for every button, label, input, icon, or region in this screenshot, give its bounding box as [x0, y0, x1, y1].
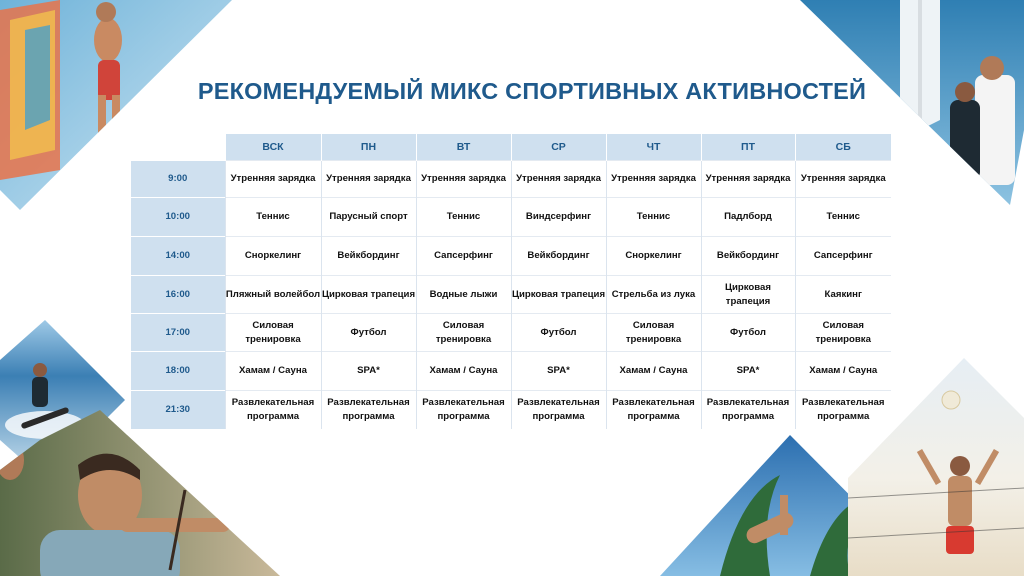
activity-cell: Цирковая трапеция: [321, 276, 416, 314]
table-row: [131, 314, 891, 352]
activity-cell: Хамам / Сауна: [606, 352, 701, 391]
day-header: СБ: [795, 134, 891, 161]
table-row: [131, 161, 891, 198]
activity-cell: Теннис: [606, 198, 701, 237]
activity-cell: Развлекательная программа: [795, 391, 891, 429]
schedule-table: [131, 134, 891, 429]
activity-cell: Утренняя зарядка: [511, 161, 606, 198]
activity-cell: Теннис: [416, 198, 511, 237]
activity-cell: SPA*: [511, 352, 606, 391]
activity-cell: Сноркелинг: [606, 237, 701, 276]
table-row: [131, 352, 891, 391]
activity-cell: Развлекательная программа: [321, 391, 416, 429]
activity-cell: Футбол: [321, 314, 416, 352]
day-header: ВТ: [416, 134, 511, 161]
activity-cell: Утренняя зарядка: [701, 161, 795, 198]
activity-cell: Утренняя зарядка: [416, 161, 511, 198]
time-cell: 21:30: [131, 391, 225, 429]
activity-cell: Развлекательная программа: [511, 391, 606, 429]
activity-cell: Вейкбординг: [321, 237, 416, 276]
page-title: РЕКОМЕНДУЕМЫЙ МИКС СПОРТИВНЫХ АКТИВНОСТЕЙ: [197, 78, 867, 104]
table-row: [131, 198, 891, 237]
day-header: ВСК: [225, 134, 321, 161]
activity-cell: Парусный спорт: [321, 198, 416, 237]
table-row: [131, 276, 891, 314]
archery-photo: [0, 410, 280, 576]
activity-cell: Футбол: [701, 314, 795, 352]
table-row: [131, 237, 891, 276]
time-cell: 16:00: [131, 276, 225, 314]
activity-cell: Утренняя зарядка: [606, 161, 701, 198]
time-cell: 17:00: [131, 314, 225, 352]
activity-cell: Силовая тренировка: [795, 314, 891, 352]
activity-cell: Цирковая трапеция: [511, 276, 606, 314]
activity-cell: SPA*: [701, 352, 795, 391]
activity-cell: Хамам / Сауна: [416, 352, 511, 391]
activity-cell: Развлекательная программа: [606, 391, 701, 429]
activity-cell: Хамам / Сауна: [225, 352, 321, 391]
activity-cell: Силовая тренировка: [225, 314, 321, 352]
activity-cell: Теннис: [795, 198, 891, 237]
activity-cell: Силовая тренировка: [606, 314, 701, 352]
activity-cell: Пляжный волейбол: [225, 276, 321, 314]
time-cell: 9:00: [131, 161, 225, 198]
day-header: ПН: [321, 134, 416, 161]
day-header: ПТ: [701, 134, 795, 161]
time-cell: 10:00: [131, 198, 225, 237]
activity-cell: Падлборд: [701, 198, 795, 237]
header-corner: [131, 134, 225, 161]
time-cell: 14:00: [131, 237, 225, 276]
activity-cell: SPA*: [321, 352, 416, 391]
day-header: ЧТ: [606, 134, 701, 161]
activity-cell: Вейкбординг: [511, 237, 606, 276]
activity-cell: Сапсерфинг: [795, 237, 891, 276]
activity-cell: Развлекательная программа: [225, 391, 321, 429]
activity-cell: Каякинг: [795, 276, 891, 314]
activity-cell: Утренняя зарядка: [321, 161, 416, 198]
table-row: [131, 391, 891, 429]
activity-cell: Силовая тренировка: [416, 314, 511, 352]
time-cell: 18:00: [131, 352, 225, 391]
activity-cell: Утренняя зарядка: [225, 161, 321, 198]
activity-cell: Стрельба из лука: [606, 276, 701, 314]
activity-cell: Развлекательная программа: [701, 391, 795, 429]
header-row: [131, 134, 891, 161]
activity-cell: Виндсерфинг: [511, 198, 606, 237]
activity-cell: Развлекательная программа: [416, 391, 511, 429]
day-header: СР: [511, 134, 606, 161]
activity-cell: Теннис: [225, 198, 321, 237]
activity-cell: Водные лыжи: [416, 276, 511, 314]
activity-cell: Хамам / Сауна: [795, 352, 891, 391]
activity-cell: Сноркелинг: [225, 237, 321, 276]
activity-cell: Футбол: [511, 314, 606, 352]
activity-cell: Цирковая трапеция: [701, 276, 795, 314]
activity-cell: Сапсерфинг: [416, 237, 511, 276]
activity-cell: Вейкбординг: [701, 237, 795, 276]
activity-cell: Утренняя зарядка: [795, 161, 891, 198]
